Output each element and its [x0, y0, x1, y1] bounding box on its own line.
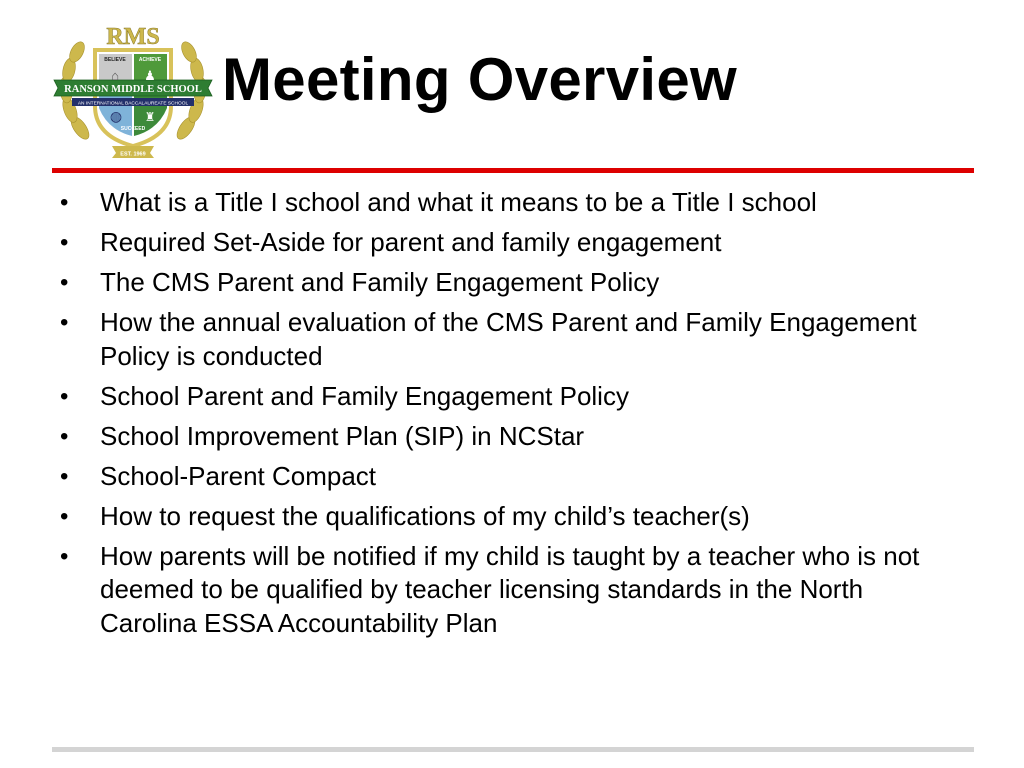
bullet-item — [56, 420, 956, 454]
bullet-dot: • — [60, 309, 69, 336]
logo-est-text: EST. 1969 — [120, 151, 146, 158]
bullet-item — [56, 460, 956, 494]
bullet-text: How the annual evaluation of the CMS Parent and Family Engagement Policy is conducted — [100, 307, 917, 371]
bullet-text: School Improvement Plan (SIP) in NCStar — [100, 420, 585, 451]
bullet-text: How parents will be notified if my child is taught by a teacher who is not deemed to be qualified by teacher licensing standards in the North Carolina ESSA Accountability Plan — [100, 540, 920, 638]
shield-label-achieve: ACHIEVE — [138, 57, 162, 63]
bullet-text: The CMS Parent and Family Engagement Policy — [100, 267, 660, 297]
bullet-item — [56, 266, 956, 300]
slide-title: Meeting Overview — [222, 46, 737, 113]
bullet-text: School-Parent Compact — [100, 460, 377, 491]
building-icon: ⌂ — [111, 68, 119, 83]
bullet-dot: • — [60, 462, 69, 490]
bullet-dot: • — [60, 542, 69, 570]
bullet-dot: • — [60, 229, 69, 256]
logo-monogram: RMS — [106, 24, 160, 50]
globe-icon: ◍ — [109, 108, 123, 124]
bullet-item — [56, 540, 956, 641]
bullet-text: How to request the qualifications of my child’s teacher(s) — [100, 500, 750, 531]
school-crest-logo — [50, 18, 216, 158]
bullet-item — [56, 226, 956, 260]
bullet-item — [56, 500, 956, 534]
logo-sub-banner-text: AN INTERNATIONAL BACCALAUREATE SCHOOL — [77, 101, 189, 107]
shield-label-succeed: SUCCEED — [120, 126, 146, 132]
bullet-text: Required Set-Aside for parent and family engagement — [100, 227, 722, 257]
bullet-text: What is a Title I school and what it means to be a Title I school — [100, 187, 817, 217]
title-divider — [52, 168, 974, 173]
footer-divider — [52, 747, 974, 752]
bullet-dot: • — [60, 502, 69, 530]
bullet-item — [56, 186, 956, 220]
bullet-dot: • — [60, 422, 69, 450]
logo-banner-text: RANSON MIDDLE SCHOOL — [64, 84, 202, 95]
bullet-list — [56, 186, 956, 647]
bullet-item — [56, 306, 956, 373]
bullet-dot: • — [60, 382, 69, 410]
lamp-icon: ♜ — [144, 110, 156, 124]
bullet-item — [56, 380, 956, 414]
bullet-text: School Parent and Family Engagement Policy — [100, 380, 629, 411]
graduate-icon: ♟ — [144, 68, 156, 83]
shield-label-believe: BELIEVE — [104, 57, 126, 63]
bullet-dot: • — [60, 189, 69, 216]
bullet-dot: • — [60, 269, 69, 296]
